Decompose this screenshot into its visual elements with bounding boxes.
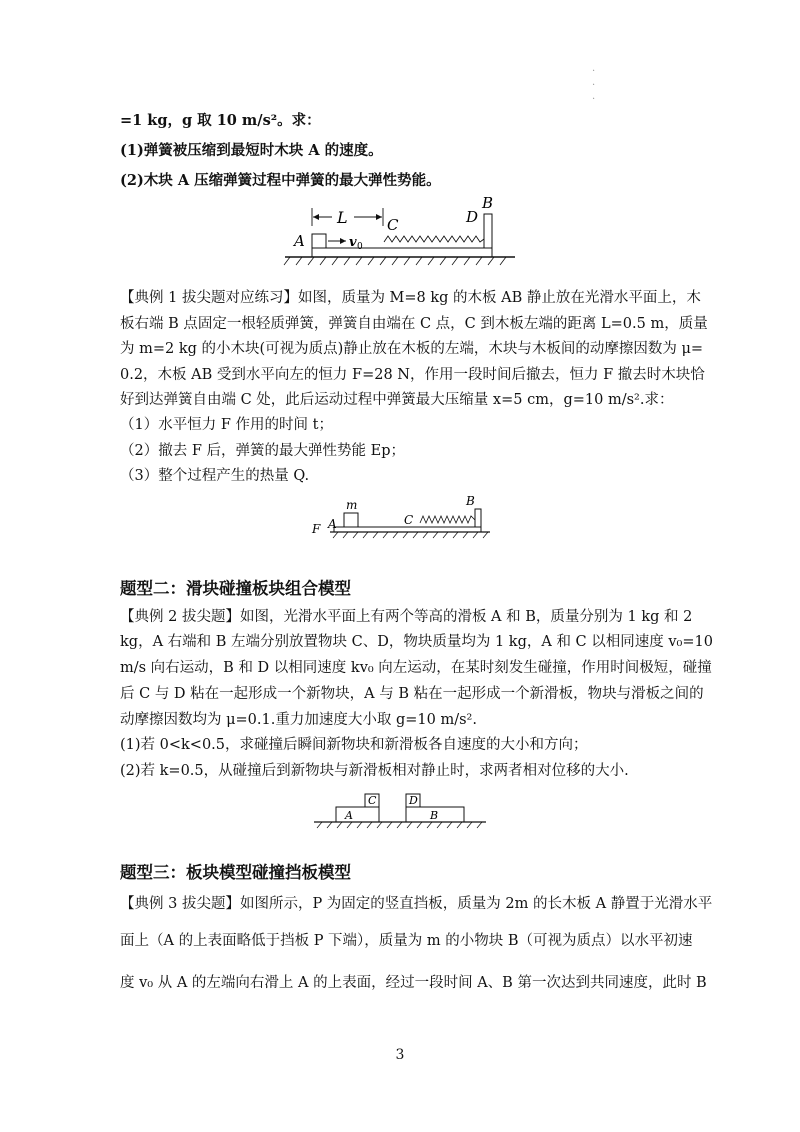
figure-spring-board [280,192,520,272]
figure-two-boards [312,790,488,830]
corner-dots: . . . [592,63,596,102]
label-D: D [409,794,418,807]
example2-line: kg，A 右端和 B 左端分别放置物块 C、D，物块质量均为 1 kg，A 和 C 以相同速度 v₀=10 [120,634,713,650]
label-B: B [430,809,439,822]
example3-line: 面上（A 的上表面略低于挡板 P 下端），质量为 m 的小物块 B（可视为质点）以水平初速 [120,933,693,949]
label-A: A [328,517,337,531]
example3-line: 【典例 3 拔尖题】如图所示，P 为固定的竖直挡板，质量为 2m 的长木板 A 静置于光滑水平 [120,896,713,912]
section-heading: 题型二：滑块碰撞板块组合模型 [120,579,351,598]
example2-line: (1)若 0<k<0.5，求碰撞后瞬间新物块和新滑板各自速度的大小和方向； [120,737,588,753]
label-A: A [294,232,305,250]
section-heading: 题型三：板块模型碰撞挡板模型 [120,863,351,882]
label-C: C [404,513,414,527]
label-m: m [346,498,358,512]
example1-line: 板右端 B 点固定一根轻质弹簧，弹簧自由端在 C 点，C 到木板左端的距离 L=0.5 m，质量 [120,316,708,332]
example1-line: （2）撤去 F 后，弹簧的最大弹性势能 Ep； [120,443,405,459]
figure-board-block-spring [308,492,498,544]
label-D: D [466,208,479,226]
label-A: A [345,809,353,822]
label-C: C [368,794,377,807]
label-v0: v [349,235,357,250]
page-number: 3 [395,1047,405,1063]
example1-line: （3）整个过程产生的热量 Q. [120,468,310,484]
label-v0-sub: 0 [357,242,363,252]
example1-line: 好到达弹簧自由端 C 处，此后运动过程中弹簧最大压缩量 x=5 cm，g=10 m/s².求： [120,392,674,408]
label-F: F [312,522,321,536]
example2-line: (2)若 k=0.5，从碰撞后到新物块与新滑板相对静止时，求两者相对位移的大小. [120,763,629,779]
intro-line: =1 kg，g 取 10 m/s²。求： [120,112,321,129]
question-1: (1)弹簧被压缩到最短时木块 A 的速度。 [120,142,383,159]
example1-line: 0.2，木板 AB 受到水平向左的恒力 F=28 N，作用一段时间后撤去，恒力 F 撤去时木块恰 [120,367,705,383]
label-B: B [466,494,475,508]
example3-line: 度 v₀ 从 A 的左端向右滑上 A 的上表面，经过一段时间 A、B 第一次达到共同速度，此时 B [120,975,707,991]
question-2: (2)木块 A 压缩弹簧过程中弹簧的最大弹性势能。 [120,172,441,189]
label-L: L [337,208,348,227]
example2-line: 动摩擦因数均为 μ=0.1.重力加速度大小取 g=10 m/s². [120,712,477,728]
example2-line: m/s 向右运动，B 和 D 以相同速度 kv₀ 向左运动，在某时刻发生碰撞，作用时间极短，碰撞 [120,660,712,676]
example1-line: （1）水平恒力 F 作用的时间 t； [120,417,333,433]
example1-line: 为 m=2 kg 的小木块(可视为质点)静止放在木板的左端，木块与木板间的动摩擦因数为 μ= [120,341,704,357]
example2-line: 【典例 2 拔尖题】如图，光滑水平面上有两个等高的滑板 A 和 B，质量分别为 1 kg 和 2 [120,609,693,625]
example1-line: 【典例 1 拔尖题对应练习】如图，质量为 M=8 kg 的木板 AB 静止放在光滑水平面上，木 [120,290,701,306]
example2-line: 后 C 与 D 粘在一起形成一个新物块，A 与 B 粘在一起形成一个新滑板，物块与滑板之间的 [120,686,704,702]
label-B: B [482,194,494,212]
label-C: C [387,216,399,234]
